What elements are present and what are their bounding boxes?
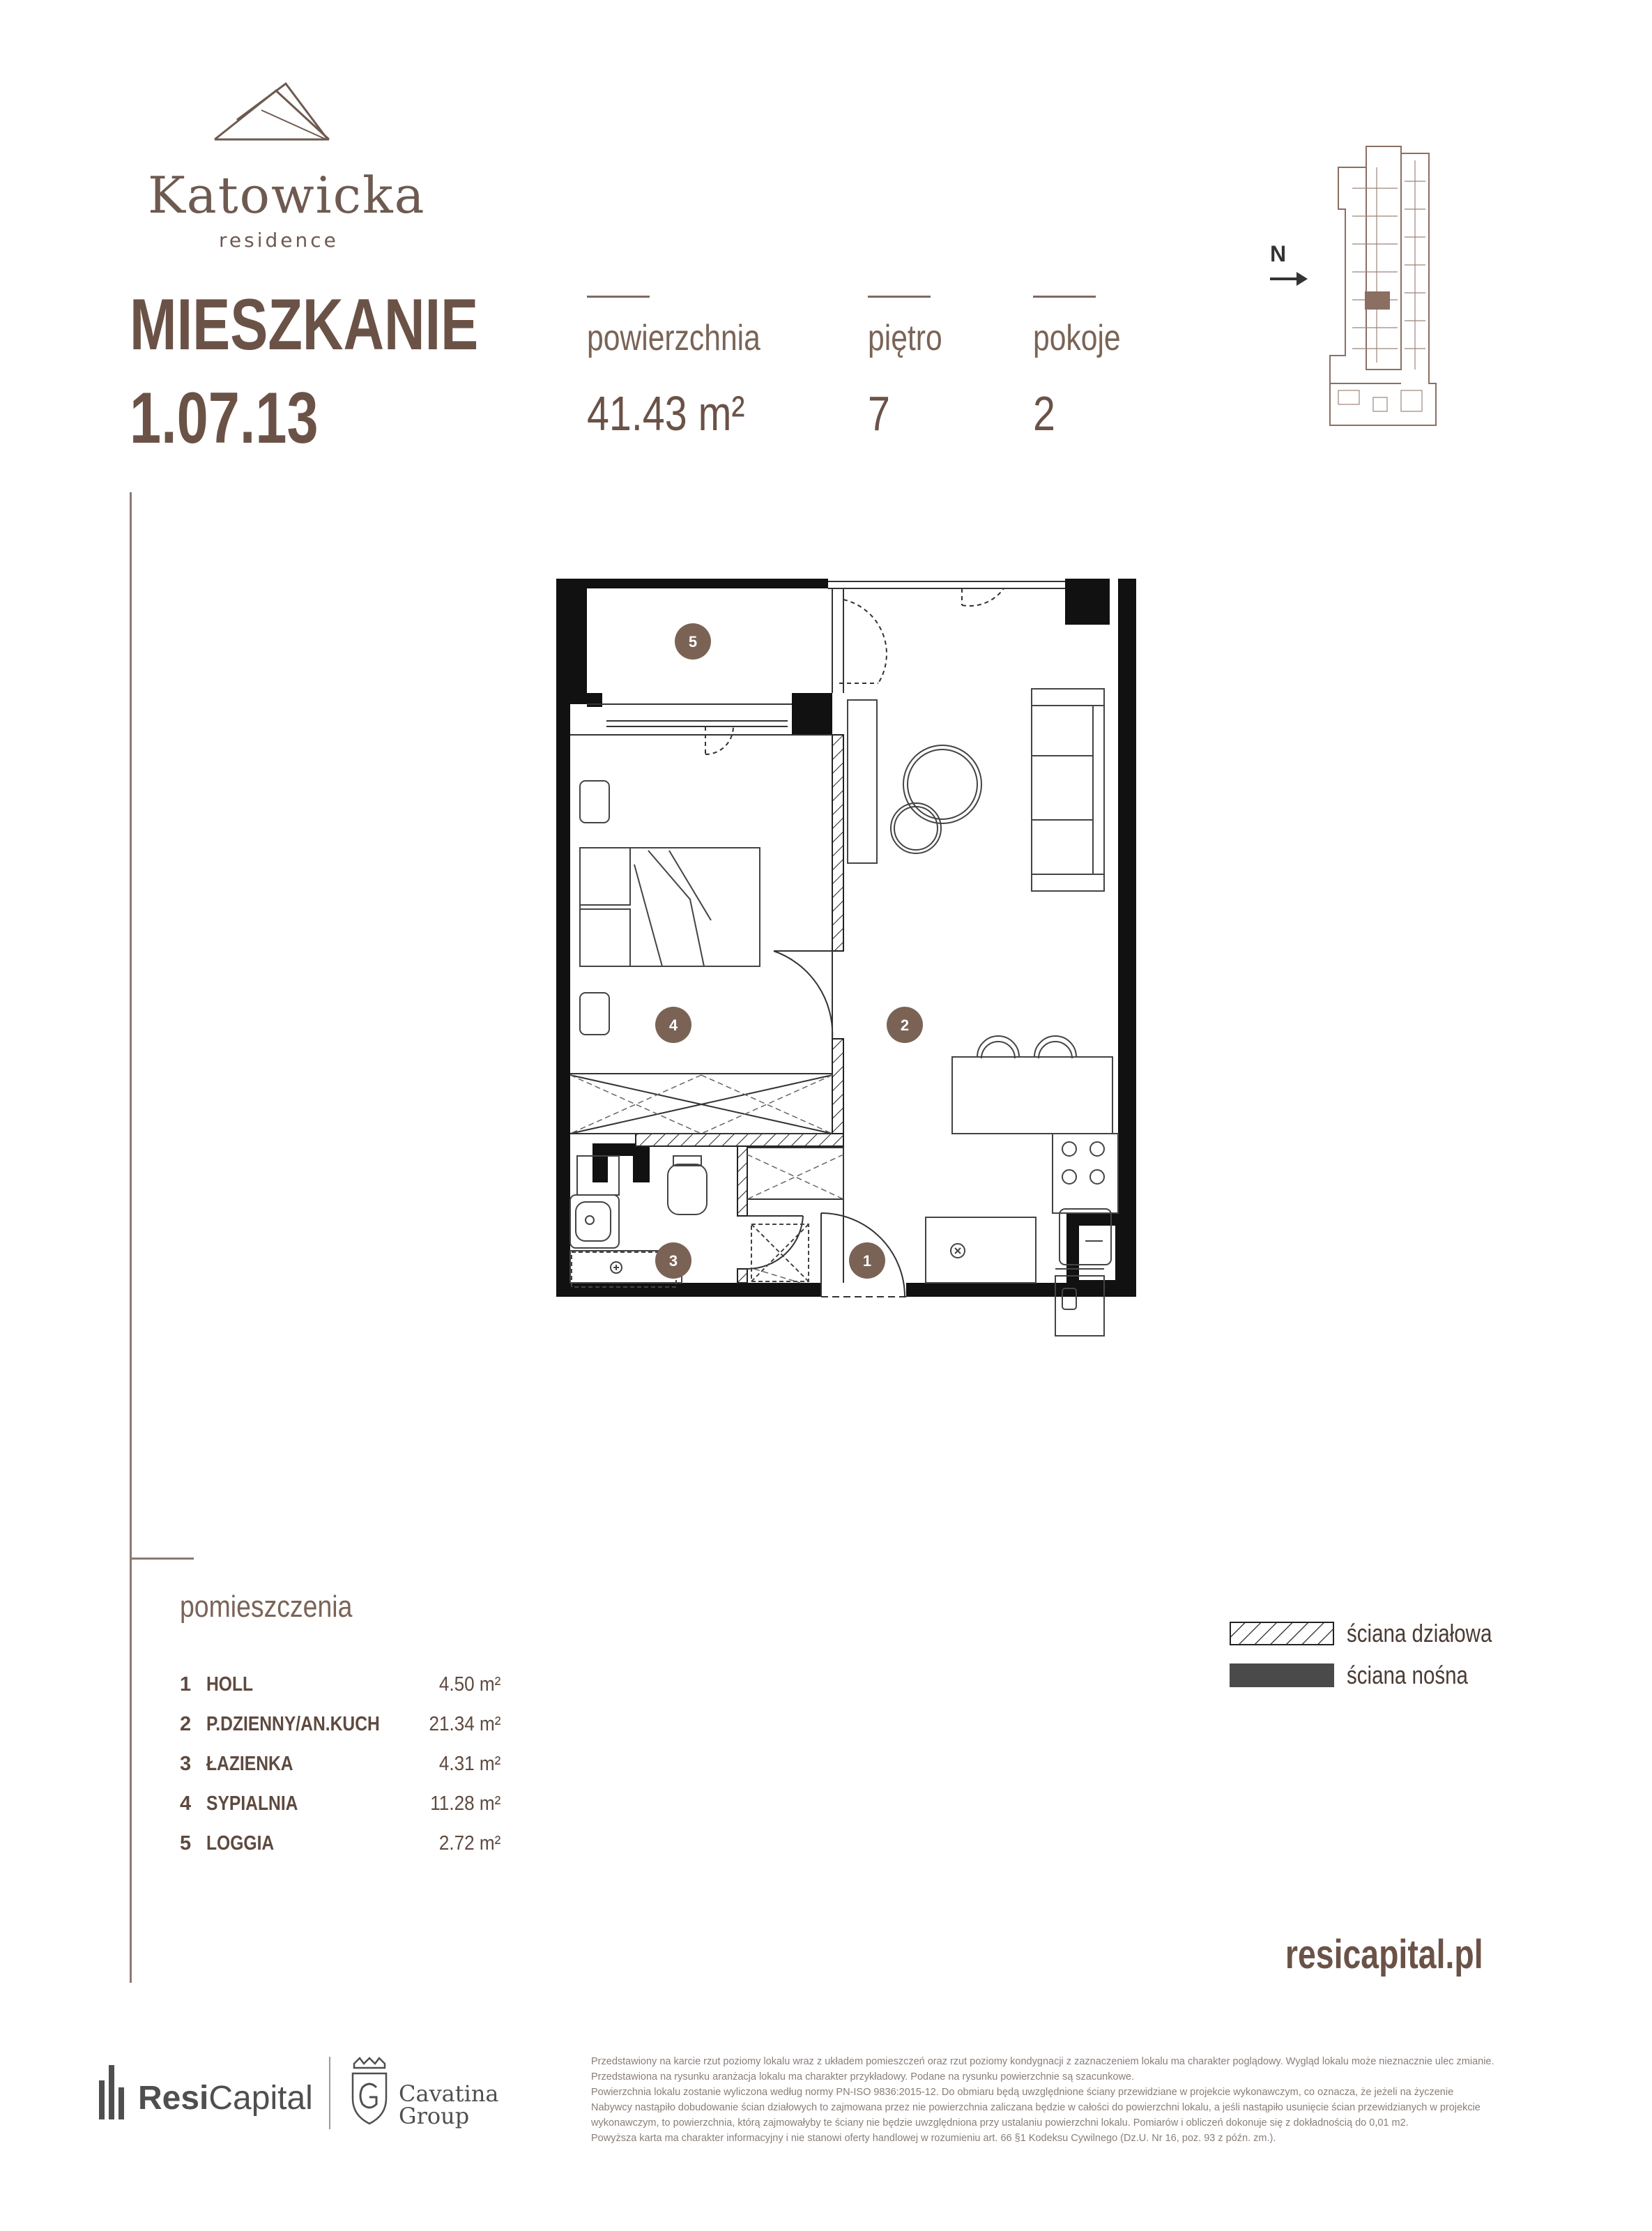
room-badge-1: [849, 1242, 885, 1279]
bed: [580, 848, 760, 966]
svg-text:5: 5: [688, 633, 698, 650]
room-row: [180, 1792, 500, 1827]
room-row: [180, 1753, 500, 1788]
website-link[interactable]: resicapital.pl: [1285, 1932, 1483, 1977]
stat-area-label: powierzchnia: [587, 318, 760, 358]
room-row: [180, 1713, 500, 1748]
svg-text:2: 2: [900, 1016, 910, 1034]
north-indicator: [1269, 241, 1310, 290]
side-rule-tick: [130, 1558, 194, 1560]
room-number: 4: [180, 1792, 192, 1815]
resicapital-logo: [98, 2059, 321, 2122]
brand-name: Katowicka: [148, 166, 426, 224]
room-badge-3: [655, 1242, 691, 1279]
solid-wall-swatch: [1230, 1663, 1334, 1687]
room-badge-5: [675, 623, 711, 660]
sofa: [1032, 689, 1104, 891]
stat-floor: [868, 296, 958, 441]
room-area: 4.31 m²: [438, 1753, 500, 1775]
load-bearing-walls: [556, 579, 1136, 1297]
apartment-number: 1.07.13: [130, 378, 319, 459]
stat-floor-label: piętro: [868, 318, 942, 358]
stat-rule: [868, 296, 931, 298]
stat-rule: [1033, 296, 1096, 298]
disclaimer-line: Powyższa karta ma charakter informacyjny i nie stanowi oferty handlowej w rozumieniu art. 66 §1 Kodeksu Cywilnego (Dz.U. Nr 16, poz. 93 z późn. zm.).: [591, 2133, 1276, 2144]
room-number: 2: [180, 1713, 192, 1735]
disclaimer-line: Nabywcy nastąpiło dobudowanie ścian działowych to zajmowana przez nie powierzchnia zaliczana będzie w całości do powierzchni lokalu, a jeśli nastąpiło usunięcie ścian przewidzianych w projekcie: [591, 2102, 1481, 2113]
room-badge-2: [887, 1007, 923, 1043]
room-area: 2.72 m²: [438, 1832, 500, 1855]
stat-rule: [587, 296, 650, 298]
legend-loadbearing-label: ściana nośna: [1347, 1661, 1468, 1689]
room-name: P.DZIENNY/AN.KUCH: [206, 1713, 380, 1735]
room-name: HOLL: [206, 1673, 254, 1696]
room-area: 4.50 m²: [438, 1673, 500, 1696]
room-badge-4: [655, 1007, 691, 1043]
cavatina-logo: [349, 2057, 516, 2133]
room-name: SYPIALNIA: [206, 1792, 298, 1815]
side-rule: [130, 492, 132, 1983]
disclaimer: [591, 2054, 1497, 2146]
mountain-logo-icon: [139, 77, 418, 146]
stat-area-value: 41.43 m²: [587, 386, 745, 441]
svg-text:3: 3: [668, 1252, 678, 1270]
building-key-plan: [1324, 139, 1450, 432]
room-name: LOGGIA: [206, 1832, 275, 1855]
cavatina-crest-icon: [349, 2057, 390, 2126]
legend-partition-label: ściana działowa: [1347, 1619, 1492, 1647]
brand-logo: [139, 77, 426, 258]
floor-plan: [551, 572, 1143, 1429]
stat-rooms-value: 2: [1033, 386, 1055, 441]
cavatina-group: Group: [399, 2103, 470, 2129]
svg-text:1: 1: [862, 1252, 872, 1270]
disclaimer-line: Przedstawiony na karcie rzut poziomy lokalu wraz z układem pomieszczeń oraz rzut poziomy kondygnacji z zaznaczeniem lokalu ma charakter poglądowy. Wygląd lokalu może nieznacznie ulec zmianie.: [591, 2056, 1494, 2067]
room-area: 11.28 m²: [429, 1792, 500, 1815]
resicapital-name-part2: Capital: [208, 2080, 313, 2117]
disclaimer-line: Przedstawiona na rysunku aranżacja lokalu ma charakter przykładowy. Podane na rysunku powierzchnie są szacunkowe.: [591, 2071, 1135, 2082]
stat-rooms-label: pokoje: [1033, 318, 1121, 358]
footer-divider: [329, 2057, 330, 2129]
cavatina-name: Cavatina: [399, 2080, 499, 2107]
room-area: 21.34 m²: [428, 1713, 500, 1735]
room-row: [180, 1832, 500, 1867]
room-name: ŁAZIENKA: [206, 1753, 293, 1775]
stat-area: [587, 296, 799, 441]
north-label: N: [1270, 241, 1287, 266]
rooms-title: pomieszczenia: [180, 1590, 353, 1624]
disclaimer-line: Powierzchnia lokalu zostanie wyliczona według normy PN-ISO 9836:2015-12. Do obmiaru będą uwzględnione ściany przewidziane w projekcie wykonawczym, co oznacza, że jeżeli na życzenie: [591, 2087, 1454, 2098]
highlighted-unit: [1365, 291, 1390, 310]
room-number: 3: [180, 1753, 192, 1775]
room-row: [180, 1673, 500, 1708]
room-number: 1: [180, 1673, 192, 1696]
resicapital-name-part1: Resi: [138, 2080, 209, 2117]
brand-subtitle: residence: [219, 229, 339, 252]
resicapital-bars-icon: [98, 2059, 132, 2122]
svg-text:4: 4: [668, 1016, 678, 1034]
disclaimer-line: wykonawczym, to powierzchnia, którą zajmowałyby te ściany nie będzie uwzględniona przy ustalaniu powierzchni lokalu. Pomiarów i obliczeń dokonuje się z dokładnością do 0,01 m2.: [591, 2117, 1409, 2129]
hatched-wall-swatch: [1230, 1622, 1334, 1645]
legend: [1230, 1619, 1508, 1705]
stat-rooms: [1033, 296, 1140, 441]
stat-floor-value: 7: [868, 386, 890, 441]
north-arrow-icon: [1269, 265, 1310, 293]
room-number: 5: [180, 1832, 192, 1855]
apartment-label: MIESZKANIE: [130, 284, 479, 365]
